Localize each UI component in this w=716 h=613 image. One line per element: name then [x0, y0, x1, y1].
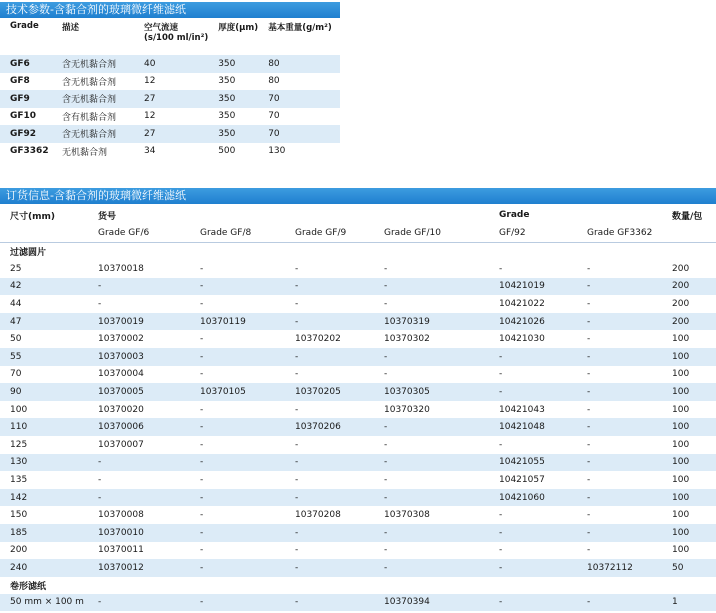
spec-cell-weight: 70 [268, 128, 280, 139]
order-cell-gf9: - [295, 474, 299, 485]
order-cell-qty: 100 [672, 334, 690, 345]
order-cell-gf3362: - [587, 316, 591, 327]
spec-cell-weight: 70 [268, 93, 280, 104]
group-row-rolls [0, 577, 716, 594]
order-cell-gf8: - [200, 527, 204, 538]
order-row [0, 330, 716, 348]
order-cell-gf3362: - [587, 386, 591, 397]
spec-header-airflow [134, 18, 208, 55]
order-cell-gf6: 10370003 [98, 351, 144, 362]
order-cell-gf9: - [295, 597, 299, 608]
order-row [0, 348, 716, 366]
order-cell-gf8: - [200, 369, 204, 380]
order-cell-gf9: 10370208 [295, 510, 341, 521]
order-cell-gf92: 10421043 [499, 404, 545, 415]
order-cell-gf8: - [200, 404, 204, 415]
order-cell-size: 100 [10, 404, 28, 415]
order-cell-gf10: - [384, 351, 388, 362]
order-row [0, 436, 716, 454]
order-header-row-1 [0, 206, 716, 224]
order-cell-qty: 100 [672, 510, 690, 521]
order-cell-qty: 100 [672, 474, 690, 485]
order-cell-gf6: - [98, 474, 102, 485]
order-header-grade-gf9: Grade GF/9 [285, 224, 374, 243]
order-cell-qty: 100 [672, 492, 690, 503]
order-cell-gf8: - [200, 298, 204, 309]
order-cell-qty: 100 [672, 457, 690, 468]
order-cell-gf9: 10370202 [295, 334, 341, 345]
order-cell-size: 50 [10, 334, 22, 345]
order-cell-gf9: - [295, 562, 299, 573]
order-cell-gf92: - [499, 351, 503, 362]
order-cell-gf10: 10370305 [384, 386, 430, 397]
order-row [0, 542, 716, 560]
spec-cell-weight: 130 [268, 146, 286, 157]
order-cell-qty: 100 [672, 386, 690, 397]
order-header-catalog: 货号 [98, 211, 117, 222]
order-cell-gf10: - [384, 439, 388, 450]
order-cell-size: 135 [10, 474, 28, 485]
order-cell-gf92: - [499, 510, 503, 521]
order-cell-gf6: 10370007 [98, 439, 144, 450]
order-cell-size: 90 [10, 386, 22, 397]
spec-cell-thickness: 350 [218, 93, 236, 104]
order-row [0, 471, 716, 489]
order-header-grade-gf3362: Grade GF3362 [577, 224, 672, 243]
order-cell-gf9: - [295, 263, 299, 274]
order-cell-gf8: 10370119 [200, 316, 246, 327]
order-cell-gf10: - [384, 281, 388, 292]
order-cell-gf8: 10370105 [200, 386, 246, 397]
order-cell-gf10: 10370308 [384, 510, 430, 521]
order-cell-gf10: - [384, 369, 388, 380]
order-cell-gf3362: - [587, 510, 591, 521]
order-row [0, 401, 716, 419]
spec-table [0, 18, 340, 160]
group-spacer [672, 243, 716, 261]
order-cell-gf9: - [295, 351, 299, 362]
order-cell-gf10: - [384, 263, 388, 274]
order-cell-gf9: - [295, 404, 299, 415]
spec-header-grade: Grade [10, 21, 39, 31]
order-cell-gf3362: - [587, 439, 591, 450]
spec-header-description: 描述 [62, 23, 80, 33]
order-cell-qty: 100 [672, 527, 690, 538]
order-cell-gf8: - [200, 457, 204, 468]
order-cell-gf8: - [200, 545, 204, 556]
order-cell-gf8: - [200, 263, 204, 274]
order-cell-gf6: 10370008 [98, 510, 144, 521]
spec-cell-airflow: 12 [144, 76, 156, 87]
order-cell-qty: 200 [672, 316, 690, 327]
order-cell-gf10: - [384, 422, 388, 433]
order-cell-gf3362: 10372112 [587, 562, 633, 573]
order-cell-size: 44 [10, 298, 22, 309]
order-cell-qty: 100 [672, 351, 690, 362]
order-cell-size: 55 [10, 351, 22, 362]
order-cell-gf3362: - [587, 457, 591, 468]
order-cell-size: 125 [10, 439, 28, 450]
order-cell-gf6: 10370006 [98, 422, 144, 433]
order-table [0, 206, 716, 611]
order-cell-gf3362: - [587, 527, 591, 538]
spec-cell-description: 含无机黏合剂 [62, 130, 117, 141]
spec-cell-thickness: 350 [218, 58, 236, 69]
spec-cell-description: 含有机黏合剂 [62, 112, 117, 123]
order-cell-qty: 200 [672, 263, 690, 274]
order-cell-qty: 1 [672, 597, 678, 608]
order-row [0, 278, 716, 296]
order-cell-gf10: 10370320 [384, 404, 430, 415]
order-cell-size: 240 [10, 562, 28, 573]
spec-cell-description: 含无机黏合剂 [62, 60, 117, 71]
order-cell-gf6: - [98, 457, 102, 468]
order-cell-gf6: 10370011 [98, 545, 144, 556]
spec-row [0, 73, 340, 91]
order-row [0, 295, 716, 313]
spec-row [0, 108, 340, 126]
order-row [0, 366, 716, 384]
spec-cell-grade: GF9 [10, 93, 30, 104]
order-cell-gf9: 10370205 [295, 386, 341, 397]
order-row [0, 594, 716, 612]
spec-row [0, 125, 340, 143]
order-cell-gf92: 10421060 [499, 492, 545, 503]
order-header-grade-gf8: Grade GF/8 [190, 224, 285, 243]
order-cell-qty: 200 [672, 298, 690, 309]
order-cell-size: 47 [10, 316, 22, 327]
order-cell-qty: 100 [672, 545, 690, 556]
order-header-blank-qty [672, 224, 716, 243]
order-cell-gf3362: - [587, 492, 591, 503]
order-cell-gf92: - [499, 386, 503, 397]
order-row [0, 524, 716, 542]
spec-header-thickness: 厚度(μm) [218, 23, 259, 33]
order-cell-gf8: - [200, 492, 204, 503]
order-cell-gf9: - [295, 457, 299, 468]
spec-section-title: 技术参数-含黏合剂的玻璃微纤维滤纸 [0, 2, 340, 18]
order-cell-gf10: - [384, 545, 388, 556]
order-row [0, 559, 716, 577]
order-cell-gf3362: - [587, 422, 591, 433]
order-cell-gf3362: - [587, 263, 591, 274]
order-cell-gf92: - [499, 597, 503, 608]
group-label-circles: 过滤圆片 [10, 248, 47, 258]
order-cell-qty: 100 [672, 422, 690, 433]
order-cell-gf9: - [295, 527, 299, 538]
order-cell-gf10: - [384, 474, 388, 485]
order-cell-gf10: - [384, 527, 388, 538]
spec-cell-airflow: 12 [144, 111, 156, 122]
order-header-grade-gf6: Grade GF/6 [88, 224, 190, 243]
order-cell-gf8: - [200, 597, 204, 608]
spec-cell-airflow: 27 [144, 128, 156, 139]
order-cell-gf92: 10421057 [499, 474, 545, 485]
order-cell-qty: 100 [672, 369, 690, 380]
order-row [0, 383, 716, 401]
order-cell-size: 200 [10, 545, 28, 556]
spec-cell-grade: GF6 [10, 58, 30, 69]
order-cell-gf10: - [384, 492, 388, 503]
order-cell-gf10: 10370394 [384, 597, 430, 608]
order-cell-gf6: 10370019 [98, 316, 144, 327]
spec-cell-weight: 80 [268, 58, 280, 69]
order-cell-gf6: - [98, 597, 102, 608]
order-cell-qty: 100 [672, 439, 690, 450]
group-label-rolls: 卷形滤纸 [10, 581, 47, 592]
order-cell-gf8: - [200, 510, 204, 521]
order-cell-gf92: - [499, 527, 503, 538]
order-cell-size: 50 mm × 100 m [10, 597, 84, 608]
order-cell-gf6: 10370005 [98, 386, 144, 397]
spec-cell-weight: 80 [268, 76, 280, 87]
order-cell-size: 42 [10, 281, 22, 292]
order-cell-gf9: - [295, 281, 299, 292]
order-cell-size: 70 [10, 369, 22, 380]
order-row [0, 506, 716, 524]
order-section-title: 订货信息-含黏合剂的玻璃微纤维滤纸 [0, 188, 716, 204]
order-cell-gf8: - [200, 334, 204, 345]
order-header-row-2 [0, 224, 716, 243]
order-cell-gf92: 10421030 [499, 334, 545, 345]
order-cell-gf8: - [200, 439, 204, 450]
order-cell-gf92: 10421055 [499, 457, 545, 468]
order-cell-gf6: - [98, 298, 102, 309]
order-cell-gf10: 10370319 [384, 316, 430, 327]
order-cell-gf6: - [98, 492, 102, 503]
order-cell-gf3362: - [587, 369, 591, 380]
order-cell-gf8: - [200, 351, 204, 362]
order-cell-gf9: - [295, 492, 299, 503]
spec-row [0, 143, 340, 161]
order-cell-size: 185 [10, 527, 28, 538]
spec-header-airflow-line2: (s/100 ml/in²) [144, 33, 209, 43]
order-cell-gf3362: - [587, 334, 591, 345]
order-cell-gf8: - [200, 281, 204, 292]
order-cell-gf10: 10370302 [384, 334, 430, 345]
order-cell-gf8: - [200, 422, 204, 433]
order-cell-gf6: 10370012 [98, 562, 144, 573]
spec-header-weight: 基本重量(g/m²) [268, 23, 332, 33]
order-cell-size: 110 [10, 422, 28, 433]
order-cell-gf92: - [499, 439, 503, 450]
order-cell-gf3362: - [587, 545, 591, 556]
order-cell-gf6: 10370004 [98, 369, 144, 380]
order-cell-gf8: - [200, 562, 204, 573]
spec-row [0, 90, 340, 108]
order-cell-gf9: - [295, 369, 299, 380]
spec-cell-description: 含无机黏合剂 [62, 77, 117, 88]
order-header-blank [0, 224, 88, 243]
order-row [0, 313, 716, 331]
order-header-grade-gf10: Grade GF/10 [374, 224, 489, 243]
order-cell-qty: 100 [672, 404, 690, 415]
spec-cell-thickness: 500 [218, 146, 236, 157]
order-cell-gf6: 10370010 [98, 527, 144, 538]
order-cell-gf6: 10370018 [98, 263, 144, 274]
order-row [0, 454, 716, 472]
order-cell-gf3362: - [587, 281, 591, 292]
spec-cell-grade: GF10 [10, 111, 37, 122]
order-cell-size: 142 [10, 492, 28, 503]
order-cell-gf3362: - [587, 298, 591, 309]
order-row [0, 489, 716, 507]
group-row-circles [0, 243, 716, 261]
order-cell-gf6: - [98, 281, 102, 292]
spec-cell-airflow: 40 [144, 58, 156, 69]
order-cell-size: 130 [10, 457, 28, 468]
order-cell-gf3362: - [587, 474, 591, 485]
order-cell-gf92: 10421026 [499, 316, 545, 327]
order-cell-gf92: - [499, 263, 503, 274]
spec-header-row [0, 18, 340, 55]
spec-cell-grade: GF92 [10, 128, 37, 139]
spec-header-airflow-line1: 空气流速 [144, 23, 179, 33]
order-header-grade: Grade [499, 210, 530, 220]
order-cell-gf10: - [384, 457, 388, 468]
spec-cell-thickness: 350 [218, 128, 236, 139]
order-header-size: 尺寸(mm) [10, 211, 55, 222]
order-cell-gf92: - [499, 369, 503, 380]
spec-cell-description: 无机黏合剂 [62, 147, 108, 158]
order-cell-size: 25 [10, 263, 22, 274]
order-header-qty: 数量/包 [672, 211, 703, 222]
order-cell-gf92: 10421022 [499, 298, 545, 309]
order-cell-gf9: - [295, 439, 299, 450]
order-cell-gf6: 10370002 [98, 334, 144, 345]
order-cell-gf3362: - [587, 351, 591, 362]
order-cell-gf92: - [499, 545, 503, 556]
spec-cell-airflow: 27 [144, 93, 156, 104]
order-row [0, 418, 716, 436]
order-cell-gf92: 10421048 [499, 422, 545, 433]
order-cell-gf92: - [499, 562, 503, 573]
order-cell-gf92: 10421019 [499, 281, 545, 292]
spec-cell-description: 含无机黏合剂 [62, 95, 117, 106]
order-cell-gf8: - [200, 474, 204, 485]
spec-cell-airflow: 34 [144, 146, 156, 157]
spec-cell-grade: GF8 [10, 76, 30, 87]
order-cell-gf9: 10370206 [295, 422, 341, 433]
order-cell-gf9: - [295, 298, 299, 309]
spec-cell-thickness: 350 [218, 76, 236, 87]
spec-cell-thickness: 350 [218, 111, 236, 122]
order-row [0, 260, 716, 278]
order-header-grade-gf92: GF/92 [489, 224, 577, 243]
order-cell-qty: 50 [672, 562, 684, 573]
order-cell-gf3362: - [587, 404, 591, 415]
order-cell-qty: 200 [672, 281, 690, 292]
spec-cell-weight: 70 [268, 111, 280, 122]
spec-cell-grade: GF3362 [10, 146, 49, 157]
order-cell-gf9: - [295, 545, 299, 556]
order-cell-gf9: - [295, 316, 299, 327]
order-cell-gf10: - [384, 562, 388, 573]
order-cell-gf3362: - [587, 597, 591, 608]
order-cell-gf10: - [384, 298, 388, 309]
order-cell-size: 150 [10, 510, 28, 521]
spec-row [0, 55, 340, 73]
order-cell-gf6: 10370020 [98, 404, 144, 415]
